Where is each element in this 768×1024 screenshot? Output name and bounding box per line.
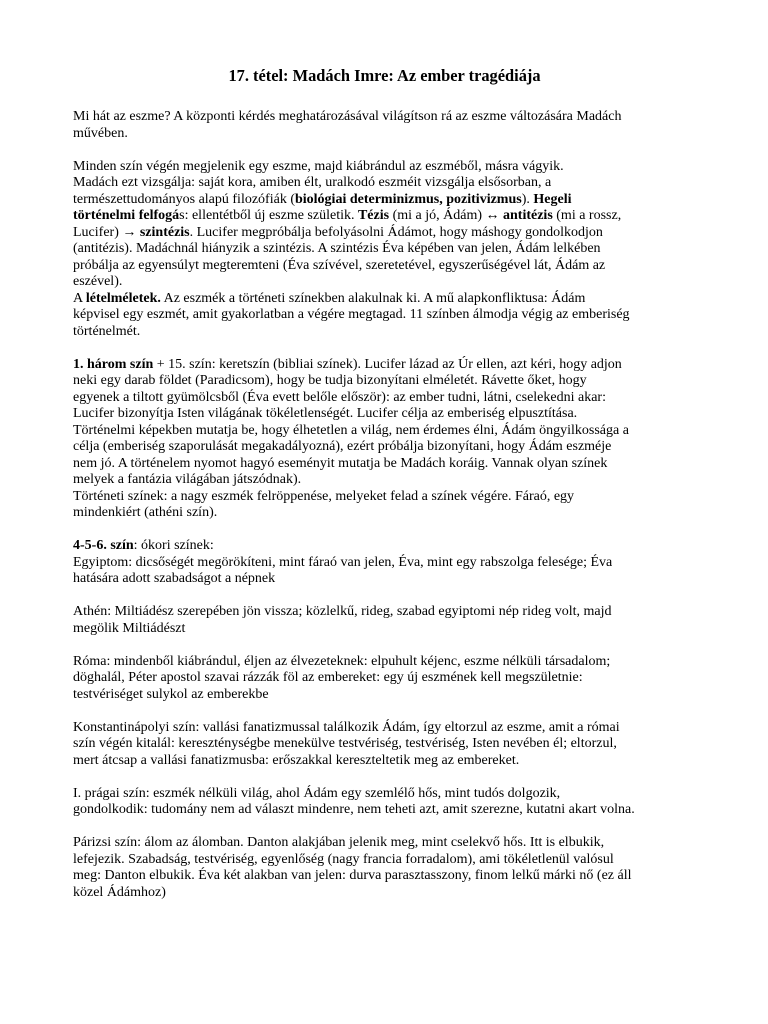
text-line (73, 621, 696, 638)
text-line (73, 654, 696, 671)
paragraph (73, 786, 696, 819)
text-line (73, 852, 696, 869)
text-line (73, 258, 696, 275)
bold-text: biológiai determinizmus, pozitivizmus (294, 191, 522, 207)
text-segment: I. prágai szín: eszmék nélküli világ, ahol Ádám egy szemlélő hős, mint tudós dolgozik, (73, 785, 561, 801)
bold-text: 4-5-6. szín (73, 538, 134, 553)
text-line (73, 406, 696, 423)
text-line (73, 274, 696, 291)
text-line (73, 720, 696, 737)
text-line (73, 126, 696, 143)
text-segment: képvisel egy eszmét, amit gyakorlatban a végére megtagad. 11 színben álmodja végig az emberiség (73, 307, 630, 322)
document-body (73, 109, 696, 901)
text-line (73, 802, 696, 819)
text-segment: Madách ezt vizsgálja: saját kora, amiben élt, uralkodó eszméit vizsgálja elsősorban, a (73, 175, 552, 190)
text-segment: eszével). (73, 274, 123, 289)
text-line (73, 357, 696, 374)
bold-text: 1. három szín (73, 356, 154, 372)
text-segment: Történelmi képekben mutatja be, hogy élhetetlen a világ, nem érdemes élni, Ádám öngyilkossága a (73, 422, 629, 438)
text-segment: művében. (73, 125, 128, 141)
text-line (73, 835, 696, 852)
paragraph (73, 109, 696, 142)
bold-text: történelmi felfogá (73, 208, 180, 223)
text-segment: mert átcsap a vallási fanatizmusba: erőszakkal kereszteltetik meg az embereket. (73, 752, 520, 768)
text-segment: A (73, 290, 86, 306)
text-segment: célja (emberiség szaporulását megakadályozná), ezért próbálja bizonyítani, hogy Ádám eszméje (73, 439, 612, 454)
text-segment: Lucifer) → (73, 224, 140, 240)
text-segment: testvériséget sulykol az emberekbe (73, 686, 269, 702)
paragraph (73, 357, 696, 522)
paragraph (73, 720, 696, 770)
text-line (73, 538, 696, 555)
text-segment: közel Ádámhoz) (73, 884, 166, 900)
text-line (73, 373, 696, 390)
page-title: 17. tétel: Madách Imre: Az ember tragédiája (228, 66, 541, 85)
paragraph (73, 654, 696, 704)
text-segment: Lucifer bizonyítja Isten világának tökéletlenségét. Lucifer célja az emberiség elpusztítása. (73, 406, 578, 421)
text-segment: neki egy darab földet (Paradicsom), hogy be tudja bizonyítani elméletét. Rávette őket, hogy (73, 373, 587, 388)
text-line (73, 670, 696, 687)
text-line (73, 192, 696, 209)
text-line (73, 159, 696, 176)
text-segment: gondolkodik: tudomány nem ad választ mindenre, nem teheti azt, amit szerezne, kutatni akart volna. (73, 802, 635, 817)
text-line (73, 291, 696, 308)
text-line (73, 489, 696, 506)
text-line (73, 753, 696, 770)
text-line (73, 472, 696, 489)
text-segment: . Lucifer megpróbálja befolyásolni Ádámot, hogy máshogy gondolkodjon (189, 224, 603, 240)
text-segment: megölik Miltiádészt (73, 620, 186, 636)
text-line (73, 505, 696, 522)
text-line (73, 225, 696, 242)
text-line (73, 555, 696, 572)
text-line (73, 439, 696, 456)
text-segment: természettudományos alapú filozófiák ( (73, 191, 295, 207)
text-segment: egyenek a tiltott gyümölcsből (Éva evett belőle először): az ember tudni, látni, cselekedni akar: (73, 389, 606, 405)
text-segment: (mi a rossz, (552, 208, 622, 223)
bold-text: antitézis (503, 208, 553, 223)
text-segment: Minden szín végén megjelenik egy eszme, majd kiábrándul az eszméből, másra vágyik. (73, 158, 564, 174)
text-segment: Történeti színek: a nagy eszmék felröppenése, melyeket felad a színek végére. Fáraó, egy (73, 488, 575, 504)
text-segment: hatására adott szabadságot a népnek (73, 571, 276, 586)
text-segment: ). (521, 191, 534, 207)
text-segment: Egyiptom: dicsőségét megörökíteni, mint fáraó van jelen, Éva, mint egy rabszolga felesége; Éva (73, 554, 613, 570)
text-line (73, 687, 696, 704)
text-line (73, 571, 696, 588)
text-segment: Mi hát az eszme? A központi kérdés meghatározásával világítson rá az eszme változására Madách (73, 109, 622, 124)
text-segment: : ókori színek: (133, 538, 214, 553)
text-line (73, 885, 696, 902)
bold-text: Hegeli (533, 191, 572, 207)
text-segment: Párizsi szín: álom az álomban. Danton alakjában jelenik meg, mint cselekvő hős. Itt is elbukik, (73, 835, 605, 850)
text-line (73, 175, 696, 192)
text-segment: (mi a jó, Ádám) ↔ (389, 208, 503, 223)
text-line (73, 307, 696, 324)
text-segment: próbálja az egyensúlyt megteremteni (Éva szívével, szeretetével, egyszerűségével lát, Ádám az (73, 257, 606, 273)
paragraph (73, 835, 696, 901)
text-segment: lefejezik. Szabadság, testvériség, egyenlőség (nagy francia forradalom), ami tökéletlenül valósul (73, 851, 614, 867)
paragraph (73, 538, 696, 588)
text-segment: szín végén kitalál: kereszténységbe menekülve testvériség, testvériség, Isten nevében él; eltorzul, (73, 736, 617, 751)
paragraph (73, 604, 696, 637)
text-line (73, 868, 696, 885)
text-segment: s: ellentétből új eszme születik. (179, 208, 358, 223)
text-line (73, 786, 696, 803)
text-segment: nem jó. A történelem nyomot hagyó eseményit mutatja be Madách koráig. Vannak olyan színek (73, 455, 608, 471)
text-line (73, 736, 696, 753)
text-line (73, 324, 696, 341)
text-segment: (antitézis). Madáchnál hiányzik a szintézis. A szintézis Éva képében van jelen, Ádám lelkében (73, 241, 601, 256)
text-segment: Konstantinápolyi szín: vallási fanatizmussal találkozik Ádám, így eltorzul az eszme, amit a római (73, 719, 620, 735)
text-segment: történelmét. (73, 323, 141, 339)
text-line (73, 604, 696, 621)
text-line (73, 456, 696, 473)
text-segment: Az eszmék a történeti színekben alakulnak ki. A mű alapkonfliktusa: Ádám (160, 290, 586, 306)
paragraph (73, 159, 696, 341)
text-segment: Róma: mindenből kiábrándul, éljen az élvezeteknek: elpuhult kéjenc, eszme nélküli társadalom; (73, 653, 611, 669)
text-line (73, 109, 696, 126)
text-segment: Athén: Miltiádész szerepében jön vissza; közlelkű, rideg, szabad egyiptomi nép rideg volt, majd (73, 604, 612, 619)
bold-text: szintézis (139, 224, 190, 240)
text-line (73, 208, 696, 225)
bold-text: Tézis (357, 208, 390, 223)
text-segment: döghalál, Péter apostol szavai rázzák föl az embereket: egy új eszmének kell megszületnie: (73, 670, 583, 685)
text-line (73, 390, 696, 407)
text-line (73, 241, 696, 258)
bold-text: lételméletek. (85, 290, 161, 306)
text-segment: meg: Danton elbukik. Éva két alakban van jelen: durva parasztasszony, finom lelkű márki nő (ez áll (73, 868, 632, 883)
text-segment: + 15. szín: keretszín (bibliai színek). Lucifer lázad az Úr ellen, azt kéri, hogy adjon (153, 356, 622, 372)
text-line (73, 423, 696, 440)
text-segment: melyek a fantázia világában játszódnak). (73, 472, 302, 487)
text-segment: mindenkiért (athéni szín). (73, 505, 218, 520)
